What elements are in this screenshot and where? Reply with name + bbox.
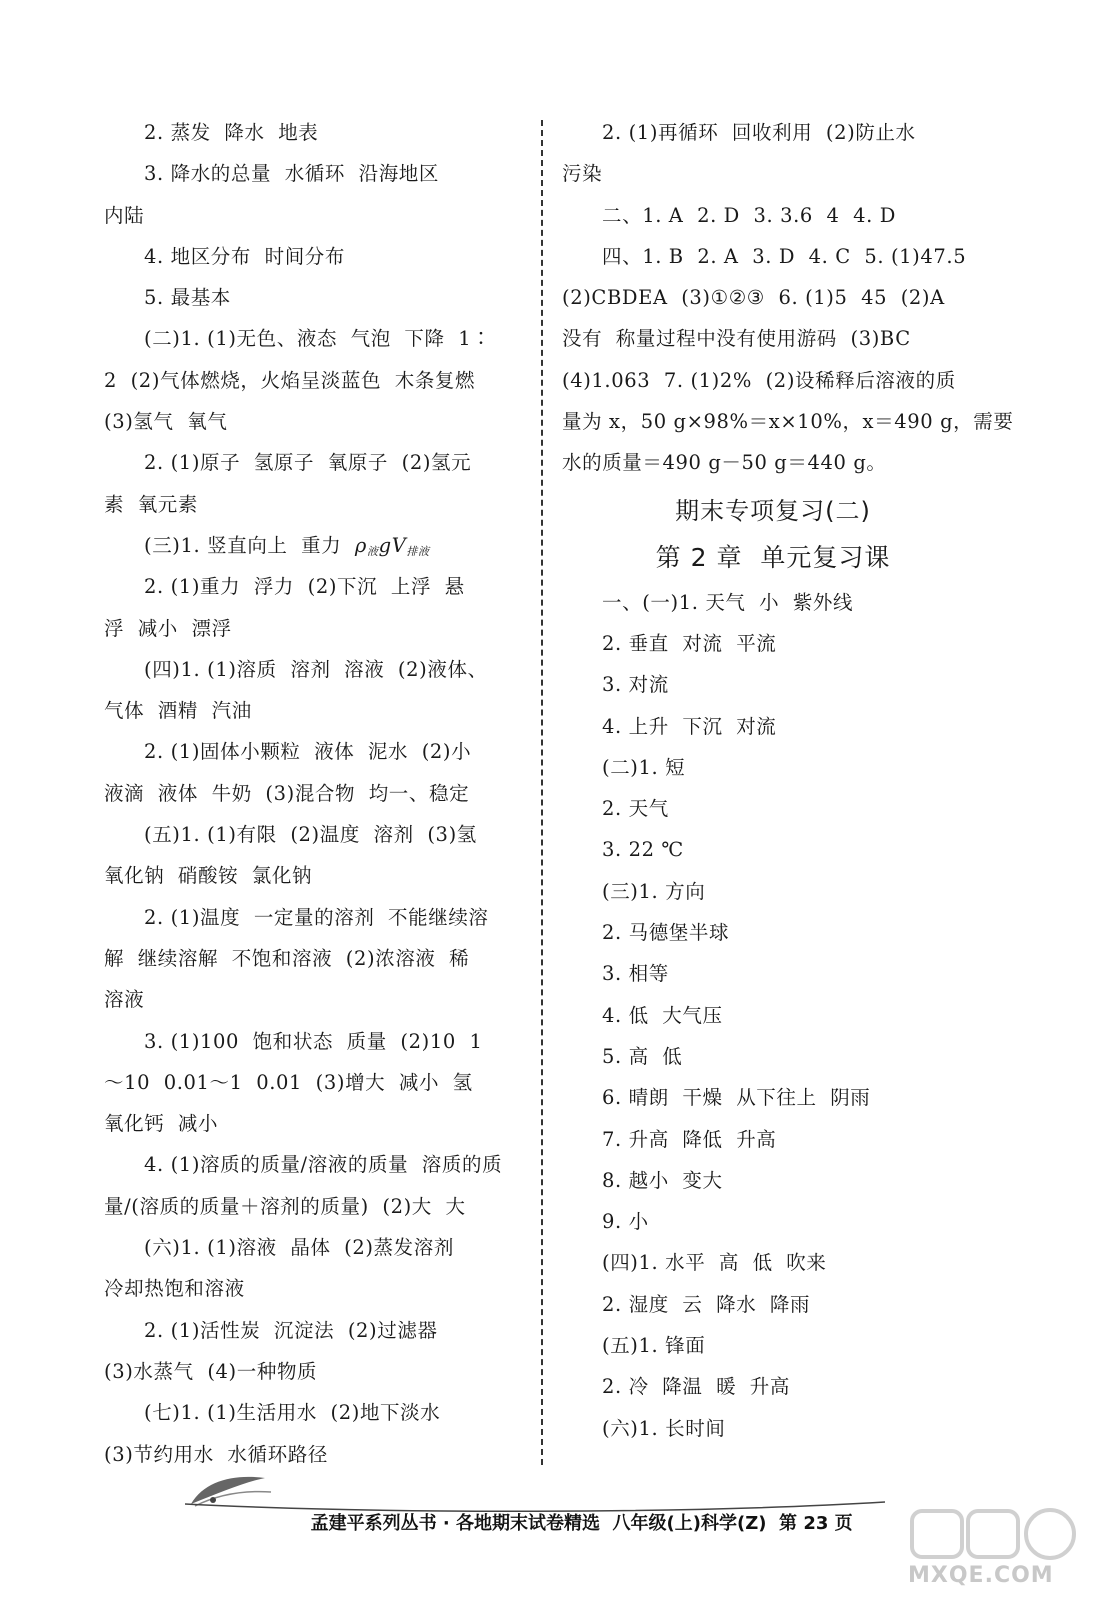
answer-line [562, 747, 984, 788]
answer-line [562, 995, 984, 1036]
answer-block-bottom [562, 582, 984, 1449]
answer-line [104, 855, 526, 896]
answer-text: 气体 酒精 汽油 [104, 699, 252, 723]
answer-text: 2. 马德堡半球 [602, 921, 730, 945]
answer-line [562, 195, 984, 236]
answer-line [104, 1351, 526, 1392]
answer-line [104, 1392, 526, 1433]
answer-line [104, 1434, 526, 1475]
answer-text: (三)1. 竖直向上 重力 [144, 533, 355, 557]
answer-text: 4. 低 大气压 [602, 1003, 723, 1027]
footer-page-number: 第 23 页 [779, 1513, 853, 1534]
answer-line [104, 773, 526, 814]
answer-line [562, 442, 984, 483]
answer-line [562, 318, 984, 359]
footer-book: 各地期末试卷精选 [455, 1513, 600, 1534]
watermark [900, 1505, 1090, 1597]
answer-text: 浮 减小 漂浮 [104, 616, 232, 640]
answer-text: ～10 0.01～1 0.01 (3)增大 减小 氢 [104, 1070, 473, 1094]
answer-line [562, 1242, 984, 1283]
answer-line [104, 525, 526, 566]
answer-text: (3)节约用水 水循环路径 [104, 1442, 328, 1466]
buoyancy-formula: $\rho_液gV_{排液}$ [354, 533, 430, 558]
watermark-url: MXQE.COM [908, 1563, 1054, 1588]
answer-line [562, 1201, 984, 1242]
watermark-logo-icon [910, 1505, 1080, 1563]
answer-text: 二、1. A 2. D 3. 3.6 4 4. D [602, 203, 896, 227]
answer-line [104, 401, 526, 442]
answer-text: (2)CBDEA (3)①②③ 6. (1)5 45 (2)A [562, 286, 945, 310]
answer-line [104, 1186, 526, 1227]
answer-text: 冷却热饱和溶液 [104, 1277, 245, 1301]
footer-text [273, 1476, 853, 1534]
column-divider [541, 120, 543, 1465]
page-footer [185, 1470, 885, 1534]
answer-text: (五)1. 锋面 [602, 1334, 706, 1358]
answer-line [104, 690, 526, 731]
answer-line [104, 938, 526, 979]
answer-line [562, 112, 984, 153]
answer-line [104, 979, 526, 1020]
answer-text: (六)1. 长时间 [602, 1416, 726, 1440]
chapter-title: 第 2 章 单元复习课 [655, 542, 891, 572]
answer-line [104, 1268, 526, 1309]
answer-text: 2. 天气 [602, 797, 669, 821]
answer-line [562, 871, 984, 912]
answer-line [562, 706, 984, 747]
answer-text: 4. 地区分布 时间分布 [144, 244, 346, 268]
answer-text: 6. 晴朗 干燥 从下往上 阴雨 [602, 1086, 871, 1110]
answer-text: 3. 对流 [602, 673, 669, 697]
answer-line [104, 897, 526, 938]
answer-text: 溶液 [104, 988, 145, 1012]
answer-line [562, 623, 984, 664]
answer-text: 4. (1)溶质的质量/溶液的质量 溶质的质 [144, 1153, 503, 1177]
answer-text: 没有 称量过程中没有使用游码 (3)BC [562, 327, 911, 351]
answer-text: 量为 x，50 g×98%＝x×10%，x＝490 g，需要 [562, 410, 1014, 434]
answer-text: 3. 22 ℃ [602, 838, 684, 862]
answer-line [104, 442, 526, 483]
answer-text: 2 (2)气体燃烧，火焰呈淡蓝色 木条复燃 [104, 368, 476, 392]
answer-line [104, 1062, 526, 1103]
answer-line [104, 484, 526, 525]
answer-text: 2. 蒸发 降水 地表 [144, 121, 319, 144]
answer-line [104, 731, 526, 772]
answer-line [562, 1408, 984, 1449]
answer-text: 3. 相等 [602, 962, 669, 986]
answer-text: 3. (1)100 饱和状态 质量 (2)10 1 [144, 1029, 483, 1053]
answer-text: (二)1. (1)无色、液态 气泡 下降 1∶ [144, 327, 492, 351]
answer-line [562, 277, 984, 318]
answer-line [104, 1227, 526, 1268]
answer-text: 2. (1)固体小颗粒 液体 泥水 (2)小 [144, 740, 472, 764]
answer-text: 量/(溶质的质量＋溶剂的质量) (2)大 大 [104, 1194, 466, 1218]
answer-line [104, 236, 526, 277]
answer-text: 一、(一)1. 天气 小 紫外线 [602, 590, 854, 614]
answer-line [562, 788, 984, 829]
answer-text: 2. (1)原子 氢原子 氧原子 (2)氢元 [144, 451, 472, 475]
answer-text: 解 继续溶解 不饱和溶液 (2)浓溶液 稀 [104, 946, 470, 970]
answer-line [562, 664, 984, 705]
answer-line [104, 318, 526, 359]
answer-line [104, 360, 526, 401]
answer-line [104, 608, 526, 649]
answer-line [104, 1103, 526, 1144]
answer-text: 氧化钙 减小 [104, 1112, 219, 1136]
answer-line [562, 912, 984, 953]
answer-text: (四)1. (1)溶质 溶剂 溶液 (2)液体、 [144, 657, 488, 681]
answer-line [104, 112, 526, 153]
answer-line [562, 236, 984, 277]
answer-text: (4)1.063 7. (1)2% (2)设稀释后溶液的质 [562, 368, 956, 392]
answer-line [562, 1160, 984, 1201]
answer-text: 3. 降水的总量 水循环 沿海地区 [144, 162, 439, 186]
answer-column-right [562, 112, 1014, 1449]
answer-text: (三)1. 方向 [602, 879, 706, 903]
answer-line [562, 1284, 984, 1325]
answer-text: (3)水蒸气 (4)一种物质 [104, 1359, 318, 1383]
answer-text: 2. (1)重力 浮力 (2)下沉 上浮 悬 [144, 575, 465, 599]
answer-text: 素 氧元素 [104, 492, 198, 516]
answer-text: 水的质量＝490 g－50 g＝440 g。 [562, 451, 887, 475]
answer-text: 2. 冷 降温 暖 升高 [602, 1375, 790, 1399]
answer-text: 2. (1)温度 一定量的溶剂 不能继续溶 [144, 905, 489, 929]
answer-line [104, 649, 526, 690]
answer-text: 内陆 [104, 203, 145, 227]
footer-separator: · [436, 1513, 456, 1534]
answer-text: 7. 升高 降低 升高 [602, 1127, 777, 1151]
answer-line [562, 1077, 984, 1118]
answer-text: (七)1. (1)生活用水 (2)地下淡水 [144, 1401, 441, 1425]
answer-text: 氧化钠 硝酸铵 氯化钠 [104, 864, 313, 888]
answer-text: 5. 高 低 [602, 1044, 683, 1068]
section-title: 期末专项复习(二) [675, 496, 871, 525]
answer-text: 2. (1)再循环 回收利用 (2)防止水 [602, 121, 916, 144]
answer-text: 2. 垂直 对流 平流 [602, 631, 777, 655]
answer-text: (六)1. (1)溶液 晶体 (2)蒸发溶剂 [144, 1236, 454, 1260]
answer-text: 5. 最基本 [144, 286, 231, 310]
answer-text: 污染 [562, 162, 603, 186]
answer-text: (二)1. 短 [602, 755, 686, 779]
answer-line [104, 153, 526, 194]
footer-series: 孟建平系列丛书 [310, 1513, 437, 1534]
answer-line [562, 1036, 984, 1077]
answer-line [104, 1144, 526, 1185]
answer-line [562, 953, 984, 994]
answer-line [562, 1366, 984, 1407]
answer-line [104, 1310, 526, 1351]
answer-line [104, 277, 526, 318]
answer-block-top [562, 112, 1014, 484]
answer-text: 液滴 液体 牛奶 (3)混合物 均一、稳定 [104, 781, 470, 805]
footer-grade: 八年级(上)科学(Z) [612, 1513, 767, 1534]
answer-line [104, 814, 526, 855]
answer-line [562, 1119, 984, 1160]
answer-line [562, 153, 984, 194]
answer-text: 2. 湿度 云 降水 降雨 [602, 1292, 811, 1316]
answer-line [104, 1021, 526, 1062]
answer-text: 四、1. B 2. A 3. D 4. C 5. (1)47.5 [602, 244, 967, 268]
answer-text: 2. (1)活性炭 沉淀法 (2)过滤器 [144, 1318, 438, 1342]
answer-line [104, 566, 526, 607]
answer-line [562, 582, 984, 623]
answer-column-left [104, 112, 526, 1475]
answer-text: 8. 越小 变大 [602, 1168, 723, 1192]
answer-text: (五)1. (1)有限 (2)温度 溶剂 (3)氢 [144, 823, 477, 847]
answer-line [562, 1325, 984, 1366]
answer-text: (四)1. 水平 高 低 吹来 [602, 1251, 827, 1275]
answer-line [562, 360, 984, 401]
answer-text: 9. 小 [602, 1210, 649, 1234]
answer-text: (3)氢气 氧气 [104, 410, 228, 434]
answer-line [562, 829, 984, 870]
answer-text: 4. 上升 下沉 对流 [602, 714, 777, 738]
answer-line [104, 195, 526, 236]
answer-line [562, 401, 1014, 442]
